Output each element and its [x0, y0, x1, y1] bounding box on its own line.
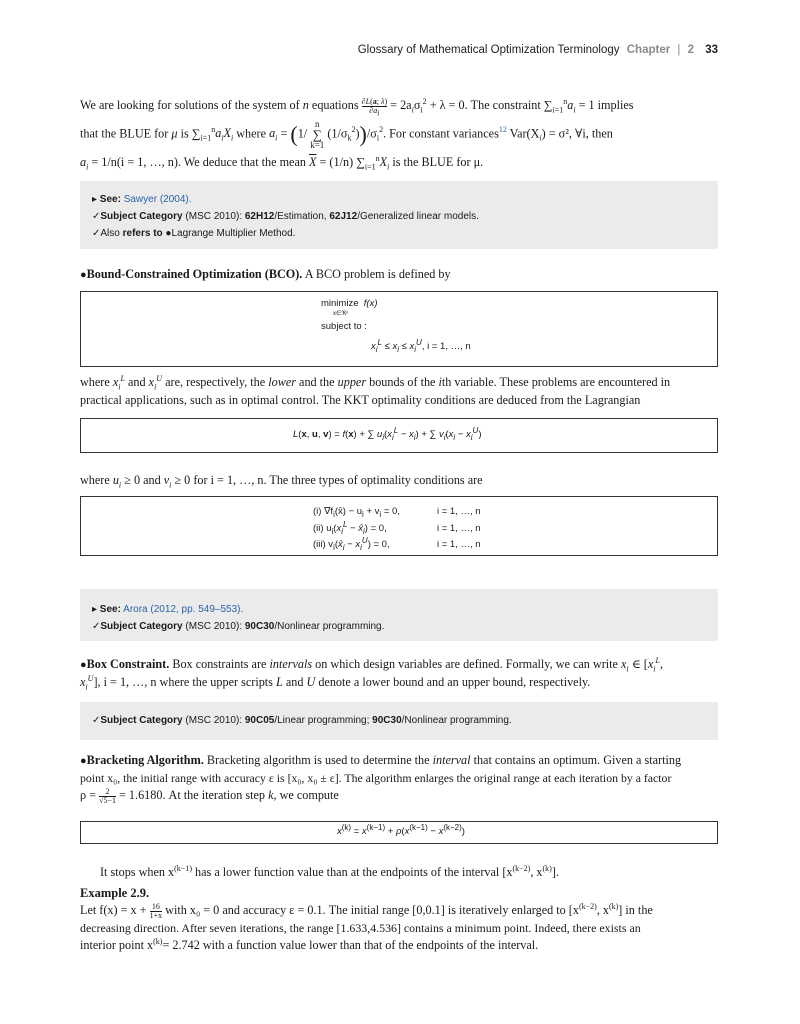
arora-citation-link[interactable]: Arora (2012, pp. 549–553).	[123, 604, 244, 615]
running-header	[80, 44, 718, 56]
example-body: Let f(x) = x + $\frac{16}{1+x}$ with x₀ = 0 and accuracy ε = 0.1. The initial range [0,0.1] is iteratively enlarged to [$x^{(k-2)}$, $x^{(k)}$] in the decreasing direction. After seven iterations, the range [1.633,4.536] contains a minimum point. Indeed, there exists an interior point $x^{(k)}= 2.742$ with a function value lower than that of the endpoints of the interval.	[80, 901, 653, 952]
blue-paragraph	[80, 94, 718, 173]
chapter-word: Chapter	[626, 44, 671, 56]
sawyer-citation-link[interactable]: Sawyer (2004).	[123, 194, 192, 205]
kkt-conditions-box: (i) $\nabla f_i(x̂) - u_i + v_i = 0$, i = 1, …, n (ii) $u_i(x_i^L$ − $x̂_i) = 0$, i = 1, …, n (iii) $v_i(x̂_i - x_i^U) = 0$, i = 1, …, n	[80, 496, 718, 556]
blue-line-3: $a_i = 1/n(i = 1$, …, n). We deduce that the mean $\overline{X} = (1/n)$ $\sum_{i=1}^nX_i$ is the BLUE for μ.	[80, 153, 484, 172]
condition-iii: (iii) $v_i(x̂_i - x_i^U) = 0$,	[313, 535, 390, 552]
example-title: Example 2.9.	[80, 886, 150, 900]
subject-category-line: ✓Subject Category (MSC 2010): 62H12/Estimation, 62J12/Generalized linear models.	[92, 211, 479, 222]
bco-equation-box: minimize f(x) x∈ℜⁿ subject to : $x_i^L \le x_i \le x_i^U$, i = 1, …, n	[80, 291, 718, 367]
lagrange-crossref-link[interactable]: ●Lagrange Multiplier Method.	[165, 228, 296, 239]
blue-line-2: that the BLUE for μ is $\sum_{i=1}^na_iX_i$ where $a_i = (1/$ n ∑ k=1 $(1/\sigma_k^2))/\sigma_i^2$. For constant variances$^{12}$ $Var(X_i) = \sigma^2$, ∀i, then	[80, 119, 613, 150]
bracketing-formula: $x^{(k)} = x^{(k-1)} + \rho(x^{(k-1)} - x^{(k-2)})$	[337, 822, 465, 837]
lagrangian-formula: L(x, u, v) = f(x) + ∑ $u_i(x_i^L - x_i)$ + ∑ $v_i(x_i - x_i^U)$	[293, 425, 482, 442]
bracketing-term: Bracketing Algorithm.	[86, 753, 204, 767]
also-refers-line: ✓Also refers to ●Lagrange Multiplier Method.	[92, 228, 296, 239]
bco-bounds-paragraph: where $x_i^L$ and $x_i^U$ are, respectively, the lower and the upper bounds of the ith variable. These problems are encountered in practical applications, such as in optimal control. The KKT optimality conditions are deduced from the Lagrangian	[80, 373, 671, 407]
header-separator: |	[677, 44, 681, 56]
condition-ii: (ii) $u_i(x_i^L$ − $x̂_i) = 0$,	[313, 519, 387, 536]
chapter-number: 2	[687, 44, 694, 56]
subject-box-box-constraint: ✓Subject Category (MSC 2010): 90C05/Linear programming; 90C30/Nonlinear programming.	[80, 702, 718, 740]
see-box-sawyer	[80, 181, 718, 249]
page-number: 33	[705, 44, 718, 56]
bracketing-equation-box	[80, 821, 718, 844]
see-line: ▸ See: Arora (2012, pp. 549–553).	[92, 604, 244, 615]
multiplier-paragraph: where $u_i \ge 0$ and $v_i \ge 0$ for i = 1, …, n. The three types of optimality conditions are	[80, 473, 483, 490]
see-line: ▸ See: Sawyer (2004).	[92, 194, 192, 205]
running-title: Glossary of Mathematical Optimization Terminology	[357, 44, 620, 56]
stopping-rule: It stops when $x^{(k-1)}$ has a lower function value than at the endpoints of the interval [$x^{(k-2)}$, $x^{(k)}$].	[100, 863, 559, 879]
box-constraint-term: Box Constraint.	[86, 657, 170, 671]
blue-line-1: We are looking for solutions of the system of n equations $\frac{\partial L(a; \lambda)}{\partial a_i}$ = $2a_i\sigma_i^2 + \lambda = 0$. The constraint $\sum_{i=1}^na_i = 1$ implies	[80, 96, 634, 118]
bco-entry-heading: ●Bound-Constrained Optimization (BCO). A BCO problem is defined by	[80, 267, 451, 281]
see-box-arora	[80, 589, 718, 641]
bracketing-entry: ●Bracketing Algorithm. Bracketing algorithm is used to determine the interval that contains an optimum. Given a starting point x₀, the initial range with accuracy ε is [x₀, x₀ ± ε]. The algorithm enlarges the original range at each iteration by a factor ρ = $\frac{2}{√5-1}$ = 1.6180. At the iteration step k, we compute	[80, 753, 682, 805]
bco-term: Bound-Constrained Optimization (BCO).	[86, 267, 303, 281]
lagrangian-equation-box	[80, 418, 718, 453]
box-constraint-entry: ●Box Constraint. Box constraints are intervals on which design variables are defined. Formally, we can write $x_i$ ∈ [$x_i^L$, $x_i^U$], i = 1, …, n where the upper scripts L and U denote a lower bound and an upper bound, respectively.	[80, 655, 663, 692]
subject-category-line: ✓Subject Category (MSC 2010): 90C30/Nonlinear programming.	[92, 621, 385, 632]
condition-i: (i) $\nabla f_i(x̂) - u_i + v_i = 0$,	[313, 506, 400, 519]
